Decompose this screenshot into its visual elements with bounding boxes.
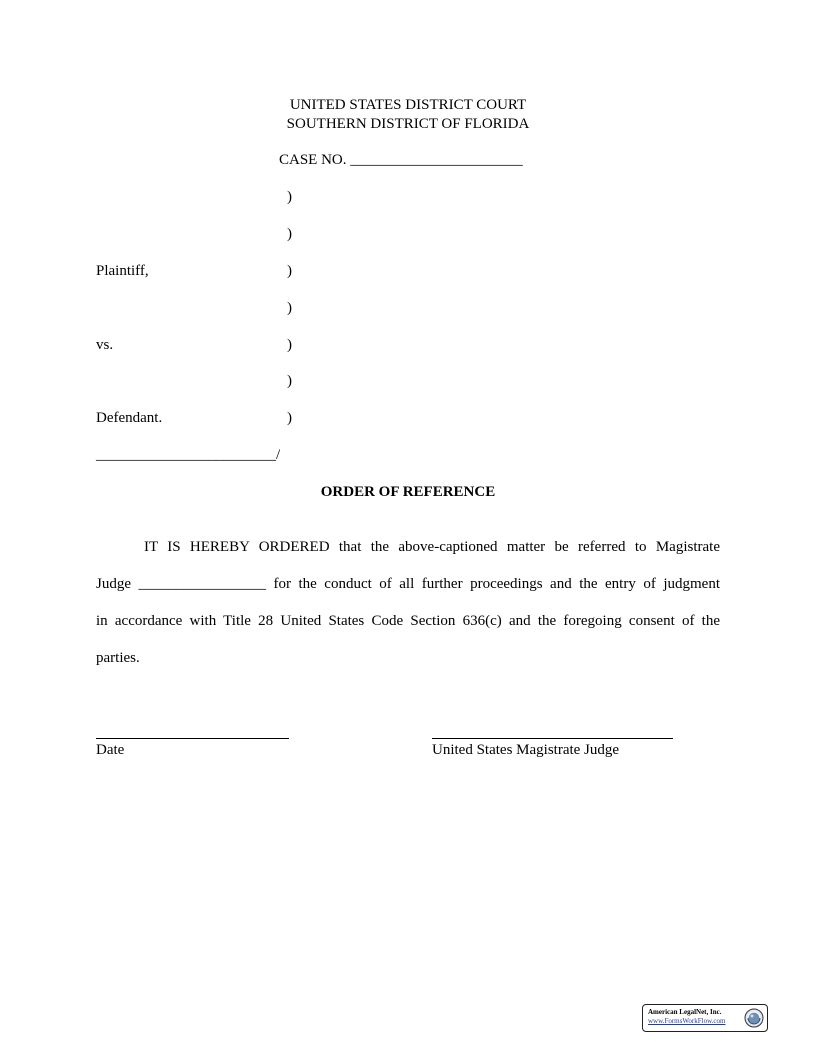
caption-paren: ) (287, 263, 292, 279)
order-title: ORDER OF REFERENCE (320, 484, 496, 500)
case-number-field: CASE NO. _______________________ (279, 152, 523, 168)
order-text-line: in accordance with Title 28 United States Code Section 636(c) and the foregoing consent of the (96, 613, 720, 629)
logo-url-link[interactable]: www.FormsWorkFlow.com (648, 1017, 726, 1025)
judge-signature-line (432, 738, 673, 739)
court-district: SOUTHERN DISTRICT OF FLORIDA (286, 116, 530, 132)
caption-paren: ) (287, 410, 292, 426)
caption-paren: ) (287, 226, 292, 242)
caption-paren: ) (287, 300, 292, 316)
judge-label: United States Magistrate Judge (432, 742, 620, 758)
caption-paren: ) (287, 189, 292, 205)
defendant-label: Defendant. (96, 410, 163, 426)
order-text-line: parties. (96, 650, 140, 666)
logo-company-name: American LegalNet, Inc. (648, 1008, 722, 1016)
date-label: Date (96, 742, 125, 758)
order-text-line: Judge _________________ for the conduct of all further proceedings and the entry of judgment (96, 576, 720, 592)
plaintiff-label: Plaintiff, (96, 263, 149, 279)
caption-end-line: ________________________/ (96, 447, 281, 463)
legalnet-logo[interactable] (642, 1004, 768, 1032)
order-text-line: IT IS HEREBY ORDERED that the above-captioned matter be referred to Magistrate (144, 539, 720, 555)
caption-paren: ) (287, 337, 292, 353)
versus-label: vs. (96, 337, 114, 353)
caption-paren: ) (287, 373, 292, 389)
globe-icon (744, 1008, 764, 1028)
court-name: UNITED STATES DISTRICT COURT (289, 97, 527, 113)
date-signature-line (96, 738, 289, 739)
